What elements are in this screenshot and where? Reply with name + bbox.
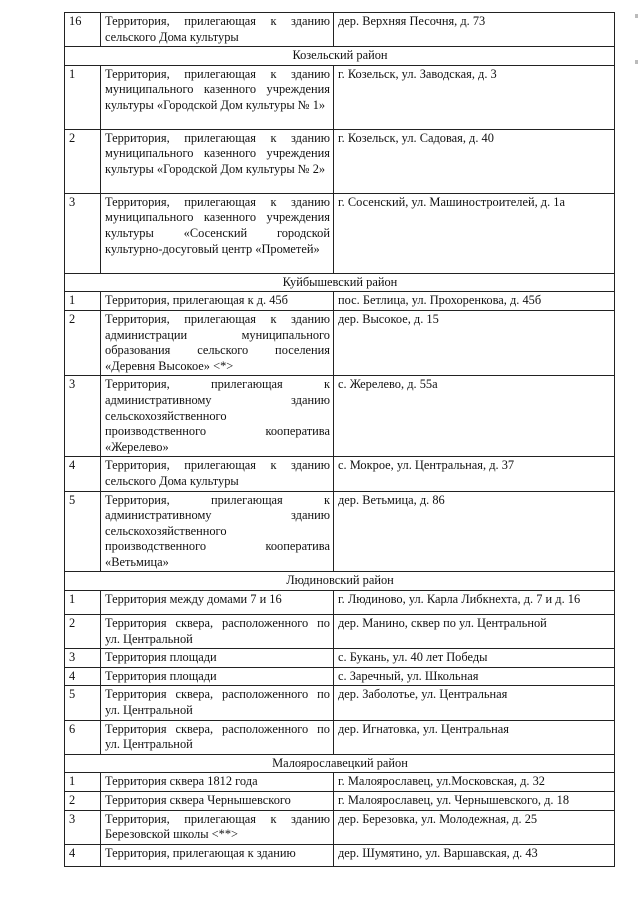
territory-description: Территория, прилегающая к зданию муниципального казенного учреждения культуры «Сосенский городской культурно-досуговый центр «Прометей»	[101, 193, 334, 273]
table-row	[65, 792, 615, 811]
address: дер. Игнатовка, ул. Центральная	[334, 720, 615, 754]
address: дер. Шумятино, ул. Варшавская, д. 43	[334, 844, 615, 866]
territory-description: Территория, прилегающая к административному зданию сельскохозяйственного производственного кооператива «Ветьмица»	[101, 491, 334, 572]
row-number: 3	[65, 193, 101, 273]
row-number: 1	[65, 65, 101, 129]
scan-mark	[635, 14, 638, 18]
table-row	[65, 13, 615, 47]
row-number: 4	[65, 457, 101, 491]
row-number: 2	[65, 129, 101, 193]
address: г. Козельск, ул. Заводская, д. 3	[334, 65, 615, 129]
row-number: 4	[65, 667, 101, 686]
row-number: 2	[65, 310, 101, 375]
address: г. Козельск, ул. Садовая, д. 40	[334, 129, 615, 193]
territory-description: Территория сквера, расположенного по ул. Центральной	[101, 720, 334, 754]
row-number: 2	[65, 792, 101, 811]
district-header-row	[65, 273, 615, 292]
address: дер. Заболотье, ул. Центральная	[334, 686, 615, 720]
territory-description: Территория, прилегающая к зданию муниципального казенного учреждения культуры «Городской Дом культуры № 1»	[101, 65, 334, 129]
territory-description: Территория площади	[101, 667, 334, 686]
district-header-row	[65, 47, 615, 66]
row-number: 1	[65, 292, 101, 311]
table-row	[65, 773, 615, 792]
table-row	[65, 615, 615, 649]
address: дер. Манино, сквер по ул. Центральной	[334, 615, 615, 649]
territory-description: Территория, прилегающая к административному зданию сельскохозяйственного производственного кооператива «Жерелево»	[101, 376, 334, 457]
address: г. Сосенский, ул. Машиностроителей, д. 1а	[334, 193, 615, 273]
address: дер. Высокое, д. 15	[334, 310, 615, 375]
territory-description: Территория, прилегающая к д. 45б	[101, 292, 334, 311]
table-row	[65, 844, 615, 866]
row-number: 6	[65, 720, 101, 754]
table-row	[65, 649, 615, 668]
table-row	[65, 686, 615, 720]
table-row	[65, 193, 615, 273]
row-number: 1	[65, 773, 101, 792]
territory-description: Территория сквера 1812 года	[101, 773, 334, 792]
row-number: 5	[65, 686, 101, 720]
row-number: 16	[65, 13, 101, 47]
address: г. Малоярославец, ул. Чернышевского, д. 18	[334, 792, 615, 811]
territory-description: Территория сквера Чернышевского	[101, 792, 334, 811]
row-number: 4	[65, 844, 101, 866]
table-row	[65, 491, 615, 572]
territory-description: Территория между домами 7 и 16	[101, 591, 334, 615]
table-row	[65, 310, 615, 375]
address: с. Букань, ул. 40 лет Победы	[334, 649, 615, 668]
table-row	[65, 720, 615, 754]
address: дер. Ветьмица, д. 86	[334, 491, 615, 572]
territory-description: Территория, прилегающая к зданию сельского Дома культуры	[101, 457, 334, 491]
row-number: 5	[65, 491, 101, 572]
table-row	[65, 810, 615, 844]
row-number: 3	[65, 649, 101, 668]
address: г. Людиново, ул. Карла Либкнехта, д. 7 и д. 16	[334, 591, 615, 615]
territory-description: Территория, прилегающая к зданию Березовской школы <**>	[101, 810, 334, 844]
district-name: Куйбышевский район	[65, 273, 615, 292]
table-row	[65, 591, 615, 615]
territory-description: Территория, прилегающая к зданию сельского Дома культуры	[101, 13, 334, 47]
address: дер. Верхняя Песочня, д. 73	[334, 13, 615, 47]
address: с. Заречный, ул. Школьная	[334, 667, 615, 686]
address: г. Малоярославец, ул.Московская, д. 32	[334, 773, 615, 792]
table-row	[65, 65, 615, 129]
row-number: 2	[65, 615, 101, 649]
table-row	[65, 129, 615, 193]
territory-table	[64, 12, 615, 867]
territory-description: Территория, прилегающая к зданию муниципального казенного учреждения культуры «Городской Дом культуры № 2»	[101, 129, 334, 193]
row-number: 3	[65, 810, 101, 844]
table-row	[65, 667, 615, 686]
address: дер. Березовка, ул. Молодежная, д. 25	[334, 810, 615, 844]
territory-description: Территория сквера, расположенного по ул. Центральной	[101, 615, 334, 649]
row-number: 1	[65, 591, 101, 615]
district-name: Малоярославецкий район	[65, 754, 615, 773]
address: с. Жерелево, д. 55а	[334, 376, 615, 457]
address: с. Мокрое, ул. Центральная, д. 37	[334, 457, 615, 491]
row-number: 3	[65, 376, 101, 457]
district-name: Людиновский район	[65, 572, 615, 591]
district-header-row	[65, 572, 615, 591]
district-header-row	[65, 754, 615, 773]
territory-description: Территория, прилегающая к зданию администрации муниципального образования сельского поселения «Деревня Высокое» <*>	[101, 310, 334, 375]
address: пос. Бетлица, ул. Прохоренкова, д. 45б	[334, 292, 615, 311]
table-row	[65, 376, 615, 457]
scan-mark	[635, 60, 638, 64]
territory-description: Территория сквера, расположенного по ул. Центральной	[101, 686, 334, 720]
territory-table-body	[65, 13, 615, 867]
district-name: Козельский район	[65, 47, 615, 66]
territory-description: Территория площади	[101, 649, 334, 668]
table-row	[65, 292, 615, 311]
table-row	[65, 457, 615, 491]
territory-description: Территория, прилегающая к зданию	[101, 844, 334, 866]
